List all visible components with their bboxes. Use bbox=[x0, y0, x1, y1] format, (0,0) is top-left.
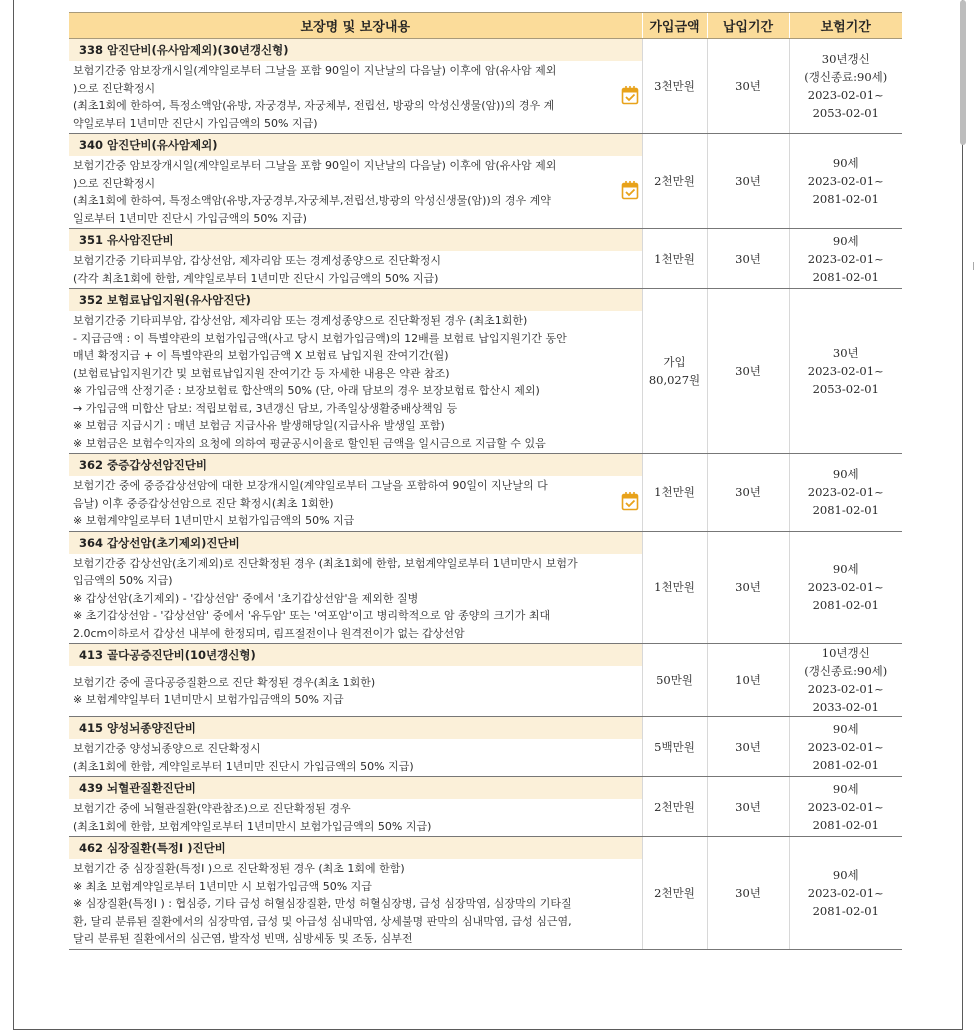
description-line: → 가입금액 미합산 담보: 적립보험료, 3년갱신 담보, 가족일상생활중배상책임 등 bbox=[73, 401, 458, 415]
description-line: (최초1회에 한함, 보험계약일로부터 1년미만시 보험가입금액의 50% 지급) bbox=[73, 819, 432, 833]
coverage-name-row bbox=[69, 289, 902, 312]
description-line: ※ 가입금액 산정기준 : 보장보험료 합산액의 50% (단, 아래 담보의 경우 보장보험료 합산시 제외) bbox=[73, 384, 540, 397]
description-line: 약일로부터 1년미만 진단시 가입금액의 50% 지급) bbox=[73, 116, 318, 130]
description-line: (최초1회에 한하여, 특정소액암(유방,자궁경부,자궁체부,전립선,방광의 악성신생물(암))의 경우 계약 bbox=[73, 194, 551, 207]
pay-period-cell bbox=[707, 229, 789, 289]
coverage-name: 439 뇌혈관질환진단비 bbox=[69, 777, 642, 800]
insurance-period-line: 2023-02-01~ bbox=[807, 364, 884, 378]
description-line: 보험기간중 양성뇌종양으로 진단확정시 bbox=[73, 742, 261, 755]
coverage-name: 415 양성뇌종양진단비 bbox=[69, 717, 642, 740]
description-line: - 지급금액 : 이 특별약관의 보험가입금액(사고 당시 보험가입금액)의 12배를 보험료 납입지원기간 동안 bbox=[73, 331, 567, 345]
coverage-name-row bbox=[69, 777, 902, 800]
coverage-name-row bbox=[69, 837, 902, 860]
description-line: (보험료납입지원기간 및 보험료납입지원 잔여기간 등 자세한 내용은 약관 참조) bbox=[73, 366, 450, 380]
pay-period-cell bbox=[707, 39, 789, 134]
coverage-table bbox=[69, 12, 902, 950]
coverage-name: 462 심장질환(특정Ⅰ )진단비 bbox=[69, 837, 642, 860]
pay-period-line: 10년 bbox=[735, 673, 761, 687]
pay-period-line: 30년 bbox=[735, 251, 761, 266]
table-body bbox=[69, 39, 902, 950]
insurance-period-line: 2033-02-01 bbox=[812, 700, 879, 714]
amount-line: 2천만원 bbox=[654, 799, 695, 814]
insurance-period-line: 2081-02-01 bbox=[812, 503, 879, 518]
description-line: 음날) 이후 중증갑상선암으로 진단 확정시(최초 1회한) bbox=[73, 496, 334, 510]
amount-line: 50만원 bbox=[656, 673, 693, 687]
description-line: ※ 갑상선암(초기제외) - '갑상선암' 중에서 '초기갑상선암'을 제외한 질병 bbox=[73, 591, 419, 605]
description-line: 보험기간중 기타피부암, 갑상선암, 제자리암 또는 경계성종양으로 진단확정된 경우 (최초1회한) bbox=[73, 314, 528, 327]
coverage-name-row bbox=[69, 39, 902, 62]
header-coverage: 보장명 및 보장내용 bbox=[69, 13, 642, 39]
insurance-period-cell bbox=[789, 134, 902, 229]
coverage-name: 351 유사암진단비 bbox=[69, 229, 642, 252]
insurance-period-line: 2023-02-01~ bbox=[807, 580, 884, 595]
description-line: 일로부터 1년미만 진단시 가입금액의 50% 지급) bbox=[73, 211, 307, 225]
insurance-period-cell bbox=[789, 289, 902, 454]
amount-cell bbox=[642, 289, 707, 454]
amount-line: 가입 bbox=[663, 355, 686, 369]
description-line: ※ 보험계약일로부터 1년미만시 보험가입금액의 50% 지급 bbox=[73, 514, 355, 527]
pay-period-cell bbox=[707, 717, 789, 777]
pay-period-cell bbox=[707, 289, 789, 454]
description-line: 보험기간중 기타피부암, 갑상선암, 제자리암 또는 경계성종양으로 진단확정시 bbox=[73, 254, 442, 267]
insurance-period-line: (갱신종료:90세) bbox=[804, 664, 888, 678]
insurance-period-line: 2053-02-01 bbox=[812, 106, 879, 120]
insurance-period-line: 2023-02-01~ bbox=[807, 682, 884, 696]
amount-cell bbox=[642, 717, 707, 777]
table-header-row bbox=[69, 13, 902, 39]
pay-period-line: 30년 bbox=[735, 79, 761, 93]
insurance-period-line: 90세 bbox=[832, 467, 859, 482]
insurance-period-line: 90세 bbox=[832, 233, 859, 248]
description-line: 보험기간 중 심장질환(특정Ⅰ )으로 진단확정된 경우 (최초 1회에 한함) bbox=[73, 862, 405, 875]
coverage-name-row bbox=[69, 644, 902, 667]
insurance-period-line: 90세 bbox=[832, 721, 859, 736]
description-line: (최초1회에 한하여, 특정소액암(유방, 자궁경부, 자궁체부, 전립선, 방광의 악성신생물(암))의 경우 계 bbox=[73, 99, 555, 112]
pay-period-cell bbox=[707, 531, 789, 644]
calendar-check-icon[interactable] bbox=[621, 180, 639, 200]
amount-line: 3천만원 bbox=[654, 79, 695, 93]
pay-period-line: 30년 bbox=[735, 364, 761, 378]
description-line: 환, 달리 분류된 질환에서의 심장막염, 급성 및 아급성 심내막염, 상세불명 판막의 심내막염, 급성 심근염, bbox=[73, 914, 572, 928]
pay-period-line: 30년 bbox=[735, 885, 761, 900]
insurance-period-line: 2023-02-01~ bbox=[807, 174, 884, 188]
description-line: )으로 진단확정시 bbox=[73, 81, 156, 95]
coverage-description bbox=[69, 61, 642, 134]
calendar-check-icon[interactable] bbox=[621, 85, 639, 105]
coverage-name-row bbox=[69, 454, 902, 477]
description-line: 보험기간 중에 중증갑상선암에 대한 보장개시일(계약일로부터 그날을 포함하여 90일이 지난날의 다 bbox=[73, 479, 548, 492]
coverage-description bbox=[69, 251, 642, 289]
description-line: 달리 분류된 질환에서의 심근염, 발작성 빈맥, 심방세동 및 조동, 심부전 bbox=[73, 932, 413, 945]
amount-cell bbox=[642, 644, 707, 717]
description-line: (각각 최초1회에 한함, 계약일로부터 1년미만 진단시 가입금액의 50% 지급) bbox=[73, 271, 439, 285]
amount-line: 1천만원 bbox=[654, 485, 695, 500]
insurance-period-cell bbox=[789, 644, 902, 717]
insurance-period-cell bbox=[789, 39, 902, 134]
coverage-name: 340 암진단비(유사암제외) bbox=[69, 134, 642, 157]
insurance-period-line: 2023-02-01~ bbox=[807, 485, 884, 500]
pay-period-cell bbox=[707, 837, 789, 950]
amount-cell bbox=[642, 39, 707, 134]
amount-cell bbox=[642, 837, 707, 950]
insurance-period-line: 10년갱신 bbox=[821, 646, 870, 660]
insurance-period-line: 2053-02-01 bbox=[812, 382, 879, 396]
coverage-description bbox=[69, 156, 642, 229]
pay-period-line: 30년 bbox=[735, 580, 761, 595]
description-line: 보험기간 중에 뇌혈관질환(약관참조)으로 진단확정된 경우 bbox=[73, 802, 351, 815]
insurance-period-line: 30년갱신 bbox=[821, 52, 870, 66]
coverage-name-row bbox=[69, 229, 902, 252]
insurance-period-line: 2081-02-01 bbox=[812, 598, 879, 613]
insurance-period-cell bbox=[789, 229, 902, 289]
description-line: (최초1회에 한함, 계약일로부터 1년미만 진단시 가입금액의 50% 지급) bbox=[73, 759, 414, 773]
insurance-period-line: 2023-02-01~ bbox=[807, 88, 884, 102]
amount-line: 80,027원 bbox=[648, 373, 701, 387]
coverage-name: 364 갑상선암(초기제외)진단비 bbox=[69, 531, 642, 554]
coverage-name: 413 골다공증진단비(10년갱신형) bbox=[69, 644, 642, 667]
insurance-period-line: 90세 bbox=[832, 867, 859, 882]
coverage-name: 338 암진단비(유사암제외)(30년갱신형) bbox=[69, 39, 642, 62]
insurance-period-line: 30년 bbox=[832, 346, 859, 360]
description-line: ※ 보험계약일부터 1년미만시 보험가입금액의 50% 지급 bbox=[73, 693, 344, 706]
header-amount: 가입금액 bbox=[642, 13, 707, 39]
header-insurance-period: 보험기간 bbox=[789, 13, 902, 39]
insurance-period-line: 90세 bbox=[832, 781, 859, 796]
description-line: 보험기간중 암보장개시일(계약일로부터 그날을 포함 90일이 지난날의 다음날) 이후에 암(유사암 제외 bbox=[73, 64, 557, 77]
amount-cell bbox=[642, 777, 707, 837]
insurance-period-cell bbox=[789, 454, 902, 532]
description-line: 매년 확정지급 + 이 특별약관의 보험가입금액 X 보험료 납입지원 잔여기간(월) bbox=[73, 349, 449, 362]
pay-period-cell bbox=[707, 644, 789, 717]
amount-line: 2천만원 bbox=[654, 174, 695, 188]
description-line: ※ 초기갑상선암 - '갑상선암' 중에서 '유두암' 또는 '여포암'이고 병리학적으로 암 종양의 크기가 최대 bbox=[73, 609, 551, 622]
coverage-description bbox=[69, 666, 642, 717]
pay-period-line: 30년 bbox=[735, 799, 761, 814]
insurance-period-line: 2023-02-01~ bbox=[807, 739, 884, 754]
description-line: 2.0cm이하로서 갑상선 내부에 한정되며, 림프절전이나 원격전이가 없는 갑상선암 bbox=[73, 626, 465, 640]
pay-period-cell bbox=[707, 777, 789, 837]
description-line: 보험기간중 암보장개시일(계약일로부터 그날을 포함 90일이 지난날의 다음날) 이후에 암(유사암 제외 bbox=[73, 159, 557, 172]
coverage-description bbox=[69, 476, 642, 531]
coverage-name: 352 보험료납입지원(유사암진단) bbox=[69, 289, 642, 312]
insurance-period-line: 90세 bbox=[832, 562, 859, 577]
coverage-name-row bbox=[69, 531, 902, 554]
coverage-description bbox=[69, 311, 642, 454]
insurance-period-line: 2081-02-01 bbox=[812, 817, 879, 832]
header-pay-period: 납입기간 bbox=[707, 13, 789, 39]
coverage-description bbox=[69, 739, 642, 777]
insurance-period-line: (갱신종료:90세) bbox=[804, 70, 888, 84]
description-line: )으로 진단확정시 bbox=[73, 176, 156, 190]
amount-line: 1천만원 bbox=[654, 251, 695, 266]
coverage-name: 362 중증갑상선암진단비 bbox=[69, 454, 642, 477]
description-line: ※ 심장질환(특정Ⅰ ) : 협심증, 기타 급성 허혈심장질환, 만성 허혈심장병, 급성 심장막염, 심장막의 기타질 bbox=[73, 897, 572, 910]
coverage-name-row bbox=[69, 134, 902, 157]
amount-cell bbox=[642, 229, 707, 289]
amount-line: 5백만원 bbox=[654, 739, 695, 754]
coverage-description bbox=[69, 799, 642, 837]
coverage-description bbox=[69, 554, 642, 644]
insurance-period-line: 2023-02-01~ bbox=[807, 885, 884, 900]
insurance-period-line: 2081-02-01 bbox=[812, 903, 879, 918]
description-line: ※ 최초 보험계약일로부터 1년미만 시 보험가입금액 50% 지급 bbox=[73, 879, 372, 893]
pay-period-cell bbox=[707, 454, 789, 532]
insurance-period-cell bbox=[789, 717, 902, 777]
coverage-name-row bbox=[69, 717, 902, 740]
insurance-period-line: 2081-02-01 bbox=[812, 192, 879, 206]
insurance-period-line: 90세 bbox=[832, 156, 859, 170]
description-line: 보험기간 중에 골다공증질환으로 진단 확정된 경우(최초 1회한) bbox=[73, 675, 376, 689]
insurance-period-cell bbox=[789, 531, 902, 644]
scrollbar[interactable] bbox=[960, 0, 966, 145]
description-line: 보험기간중 갑상선암(초기제외)로 진단확정된 경우 (최초1회에 한함, 보험계약일로부터 1년미만시 보험가 bbox=[73, 556, 578, 570]
pay-period-line: 30년 bbox=[735, 174, 761, 188]
pay-period-cell bbox=[707, 134, 789, 229]
insurance-period-line: 2023-02-01~ bbox=[807, 799, 884, 814]
calendar-check-icon[interactable] bbox=[621, 491, 639, 511]
description-line: ※ 보험금은 보험수익자의 요청에 의하여 평균공시이율로 할인된 금액을 일시금으로 지급할 수 있음 bbox=[73, 436, 546, 450]
coverage-description bbox=[69, 859, 642, 949]
pay-period-line: 30년 bbox=[735, 485, 761, 500]
amount-cell bbox=[642, 454, 707, 532]
amount-line: 2천만원 bbox=[654, 885, 695, 900]
insurance-period-cell bbox=[789, 777, 902, 837]
amount-line: 1천만원 bbox=[654, 580, 695, 595]
scroll-marker bbox=[973, 262, 974, 270]
insurance-period-line: 2023-02-01~ bbox=[807, 251, 884, 266]
insurance-period-line: 2081-02-01 bbox=[812, 757, 879, 772]
insurance-period-line: 2081-02-01 bbox=[812, 269, 879, 284]
amount-cell bbox=[642, 531, 707, 644]
description-line: ※ 보험금 지급시기 : 매년 보험금 지급사유 발생해당일(지급사유 발생일 포함) bbox=[73, 419, 445, 432]
pay-period-line: 30년 bbox=[735, 739, 761, 754]
insurance-period-cell bbox=[789, 837, 902, 950]
description-line: 입금액의 50% 지급) bbox=[73, 574, 173, 587]
amount-cell bbox=[642, 134, 707, 229]
